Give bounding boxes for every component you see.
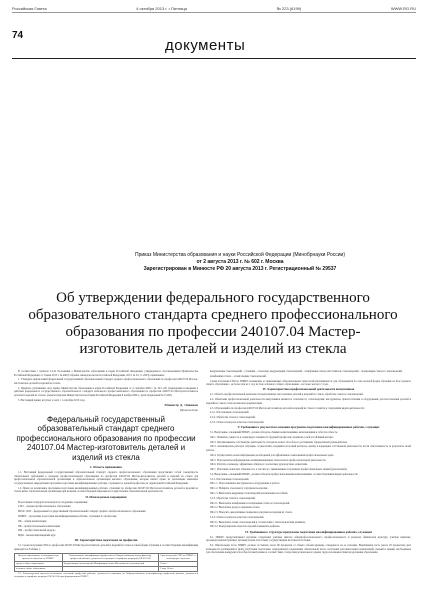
paragraph: ОК 2. Организовывать собственную деятельность, исходя из цели и способов ее достижения, определенных руководителем. — [210, 440, 348, 444]
paragraph: ОК 6. Работать в команде, эффективно общаться с коллегами, руководством, клиентами. — [210, 463, 308, 467]
table-header: Срок получения СПО по ППКРС в очной форме обучения — [160, 554, 196, 561]
newspaper-header — [12, 4, 416, 13]
abbreviation-item: ФГОС СПО – федеральный государственный образовательный стандарт среднего профессионального образования; — [18, 510, 147, 514]
table-header: Наименование квалификации (профессий по Общероссийскому классификатору профессий рабочих, должностей служащих и тарифных разрядов) (ОК 016-94) — [62, 553, 159, 561]
paragraph: ПК 1.2. Набирать стекломассу и формовать изделия. — [210, 487, 268, 491]
paragraph: 4.3.3. Отжиг и контроль качества стеклоизделий. — [210, 420, 265, 424]
abbreviation-item: МДК – междисциплинарный курс. — [18, 534, 57, 538]
appendix-label: Приложение — [180, 408, 198, 413]
paragraph: 5.2.3. Отжиг и контроль качества стеклоизделий. — [210, 515, 265, 519]
paragraph: 4.3.2. Обработка стекла и стеклоизделий. — [210, 416, 256, 420]
table-row — [15, 566, 198, 571]
paragraph: ПК 2.3. Наносить декоративные покрытия и рисунки на изделия из стекла. — [210, 511, 293, 515]
section-title: документы — [165, 37, 246, 54]
paragraph: выдувальщик стеклоизделий – гутенщик – стекловар; выдувальщик стеклоизделий – шлифовщик стекла; изготовитель стеклоизделий – полировщик стекла и стеклоизделий; — [210, 370, 403, 373]
signature: Министр Д. Ливанов — [164, 402, 198, 407]
paragraph: 4.2. Объектами профессиональной деятельности выпускников являются: стекломасса; стеклоизделия; инструменты, приспособления и оборудование для изготовления деталей и изделий из стекла; технологическая документация. — [206, 398, 411, 405]
paragraph: ПК 3.1. Выполнять отжиг стеклоизделий в соответствии с технологическим режимом. — [210, 520, 306, 524]
paragraph: 4.1. Область профессиональной деятельности выпускников: изготовление деталей и изделий из стекла, обработка стекла и стеклоизделий. — [210, 393, 364, 397]
abbreviation-item: ПМ – профессиональный модуль; — [18, 529, 56, 533]
paragraph: шлифовщик стекла – отжигальщик стеклоизделий. — [210, 374, 267, 378]
paragraph: ОК 1. Понимать сущность и социальную значимость будущей профессии, проявлять к ней устойчивый интерес. — [210, 435, 335, 439]
order-issuer: Приказ Министерства образования и науки Российской Федерации (Минобрнауки России) — [134, 252, 346, 258]
table-cell: 10 мес. — [159, 561, 198, 566]
paragraph: 3. Настоящий приказ вступает в силу с 1 сентября 2013 года. — [18, 398, 86, 402]
standard-title: Федеральный государственный образовательный стандарт среднего профессионального образования по профессии 240107.04 Мастер-изготовитель деталей и изделий из стекла — [16, 414, 196, 462]
paragraph: 4.3.1. Изготовление стеклоизделий. — [210, 411, 250, 415]
paragraph: 2. Признать утратившим силу приказ Министерства образования и науки Российской Федерации от 2 сентября 2009 г. № 323 «Об утверждении и введении в действие федерального государственного образовательного стандарта начального профессионального образования по профессии 240107.04 Мастер-изготовитель деталей и изделий из стекла» (зарегистрирован Министерством юстиции Российской Федерации 6 ноября 2009 г., регистрационный № 15196). — [14, 386, 198, 397]
paragraph: 1.2. Право на реализацию программы подготовки квалифицированных рабочих, служащих по профессии 240107.04 Мастер-изготовитель деталей и изделий из стекла имеет образовательная организация при наличии соответствующей лицензии на осуществление образовательной деятельности. — [14, 486, 198, 494]
paragraph: 5.2. Выпускник, освоивший ППКРС, должен обладать профессиональными компетенциями, соответствующими видам деятельности: — [210, 472, 358, 476]
paragraph: В соответствии с пунктом 5.2.41 Положения о Министерстве образования и науки Российской Федерации, утвержденного постановлением Правительства Российской Федерации от 3 июня 2013 г. № 466 (Собрание законодательства Российской Федерации, 2013, № 23, ст. 2923), приказываю: — [14, 370, 198, 377]
paragraph: 1.1. Настоящий федеральный государственный образовательный стандарт среднего профессионального образования представляет собой совокупность обязательных требований к среднему профессиональному образованию по профессии 240107.04 Мастер-изготовитель деталей и изделий из стекла для профессиональной образовательной организации и образовательной организации высшего образования, которые имеют право на реализацию имеющих государственную аккредитацию программ подготовки квалифицированных рабочих, служащих по данной профессии, на территории Российской Федерации. — [14, 471, 198, 486]
abbreviation-item: ОК – общая компетенция; — [18, 519, 47, 523]
left-column — [14, 370, 198, 580]
section-heading: III. Характеристика подготовки по профессии — [74, 538, 138, 543]
paragraph: ПК 2.1. Выполнять шлифование и полирование стекла и стеклоизделий. — [210, 501, 290, 505]
order-info — [100, 252, 380, 273]
table-cell: 2 года 10 мес. — [159, 566, 198, 571]
section-heading: V. Требования к результатам освоения программы подготовки квалифицированных рабочих, служащих — [237, 424, 380, 429]
section-heading: II. Используемые сокращения — [85, 494, 127, 499]
paragraph: 6.1. ППКРС предусматривает изучение следующих учебных циклов: общепрофессионального; профессионального и разделов: физическая культура; учебная практика; производственная практика; промежуточная аттестация; государственная итоговая аттестация. — [206, 535, 411, 543]
newspaper-name: Российская Газета — [12, 5, 47, 11]
header-divider — [12, 58, 416, 59]
paragraph: ОК 3. Анализировать рабочую ситуацию, осуществлять текущий и итоговый контроль, оценку и коррекцию собственной деятельности, нести ответственность за результаты своей работы. — [206, 445, 411, 452]
paragraph: ПК 1.3. Выполнять выдувание стеклоизделий различными способами. — [210, 492, 288, 495]
paragraph: 4.3. Обучающийся по профессии 240107.04 Мастер-изготовитель деталей и изделий из стекла готовится к следующим видам деятельности: — [210, 406, 365, 410]
paragraph: ОК 7. Исполнять воинскую обязанность, в том числе с применением полученных профессиональных знаний (для юношей). — [210, 468, 348, 472]
issue-number: № 223 (6199) — [276, 5, 302, 11]
paragraph: ПК 1.1. Подготавливать инструменты и оборудование к работе. — [210, 482, 280, 486]
table-cell — [62, 566, 159, 571]
paragraph: 1. Утвердить прилагаемый федеральный государственный образовательный стандарт среднего профессионального образования по профессии 240107.04 Мастер-изготовитель деталей и изделий из стекла. — [14, 378, 198, 385]
abbreviation-item: ППКРС – программа подготовки квалифицированных рабочих, служащих по профессии; — [18, 514, 117, 518]
section-heading: IV. Характеристика профессиональной деятельности выпускников — [262, 387, 355, 392]
paragraph: ОК 4. Осуществлять поиск информации, необходимой для эффективного выполнения профессиональных задач. — [210, 453, 335, 457]
paragraph: 3.1. Сроки получения СПО по профессии 240107.04 Мастер-изготовитель деталей и изделий из стекла в очной форме обучения и соответствующие квалификации приводятся в Таблице 1. — [14, 544, 198, 551]
paragraph: ПК 2.2. Выполнять резку и сверление стекла. — [210, 506, 261, 510]
paragraph: 6.2. Обязательная часть ППКРС должна составлять около 80 процентов от общего объема времени, отведенного на ее освоение. Вариативная часть (около 20 процентов) дает возможность расширения и (или) углубления подготовки, определяемой содержанием обязательной части, получения дополнительных компетенций, умений и знаний, необходимых для обеспечения конкурентоспособности выпускника в соответствии с запросами регионального рынка труда и возможностями продолжения образования. — [206, 544, 411, 555]
section-heading: VI. Требования к структуре программы подготовки квалифицированных рабочих, служащих — [244, 529, 373, 534]
paragraph: В настоящем стандарте используются следующие сокращения: — [18, 500, 88, 504]
abbreviation-item: СПО – среднее профессиональное образование; — [18, 505, 72, 509]
page-number: 74 — [12, 30, 24, 41]
right-column — [206, 370, 411, 556]
section-heading: I. Область применения — [90, 465, 122, 470]
table-cell: среднее общее образование — [15, 561, 63, 566]
abbreviation-item: ПК – профессиональная компетенция; — [18, 524, 61, 528]
issue-date: 4 октября 2013 г. • Пятница — [136, 5, 187, 11]
paragraph: ОК 5. Использовать информационно-коммуникационные технологии в профессиональной деятельности. — [210, 458, 327, 462]
paragraph: 5.1. Выпускник, освоивший ППКРС, должен обладать общими компетенциями, включающими в себя способность: — [210, 431, 338, 435]
order-registration: Зарегистрирован в Минюсте РФ 20 августа 2013 г. Регистрационный № 29537 — [143, 266, 337, 272]
paragraph: 5.2.2. Обработка стекла и стеклоизделий. — [210, 496, 256, 500]
order-date-number: от 2 августа 2013 г. № 602 г. Москва — [196, 259, 284, 265]
table-cell: основное общее образование — [15, 566, 63, 571]
table-cell: Выдувальщик стеклоизделий Шлифовщик стекла Изготовитель стеклоизделий — [62, 561, 159, 566]
paragraph: ПК 3.2. Контролировать качество изделий и выявлять дефекты. — [210, 525, 281, 529]
paragraph: 5.2.1. Изготовление стеклоизделий. — [210, 477, 250, 481]
document-title: Об утверждении федерального государственного образовательного стандарта среднего профессионального образования по профессии 240107.04 Мастер-изготовитель деталей и изделий из стекла — [28, 290, 398, 357]
website-link[interactable]: WWW.RG.RU — [390, 5, 416, 11]
table-header: Уровень образования, необходимый для приема на обучение по ППКРС — [15, 553, 63, 561]
paragraph: Сроки получения СПО по ППКРС независимо от применяемых образовательных технологий увеличиваются: для обучающихся по очно-заочной форме обучения: на базе среднего общего образования – не более чем на 1 год; на базе основного общего образования – не более чем на 1,5 года. — [206, 379, 411, 387]
paragraph: 3.2. Рекомендуемый перечень возможных сочетаний профессий рабочих, должностей служащих по Общероссийскому классификатору профессий рабочих, должностей служащих и тарифных разрядов (ОК 016-94) при формировании ППКРС. — [14, 571, 198, 579]
qualification-table — [14, 553, 198, 572]
